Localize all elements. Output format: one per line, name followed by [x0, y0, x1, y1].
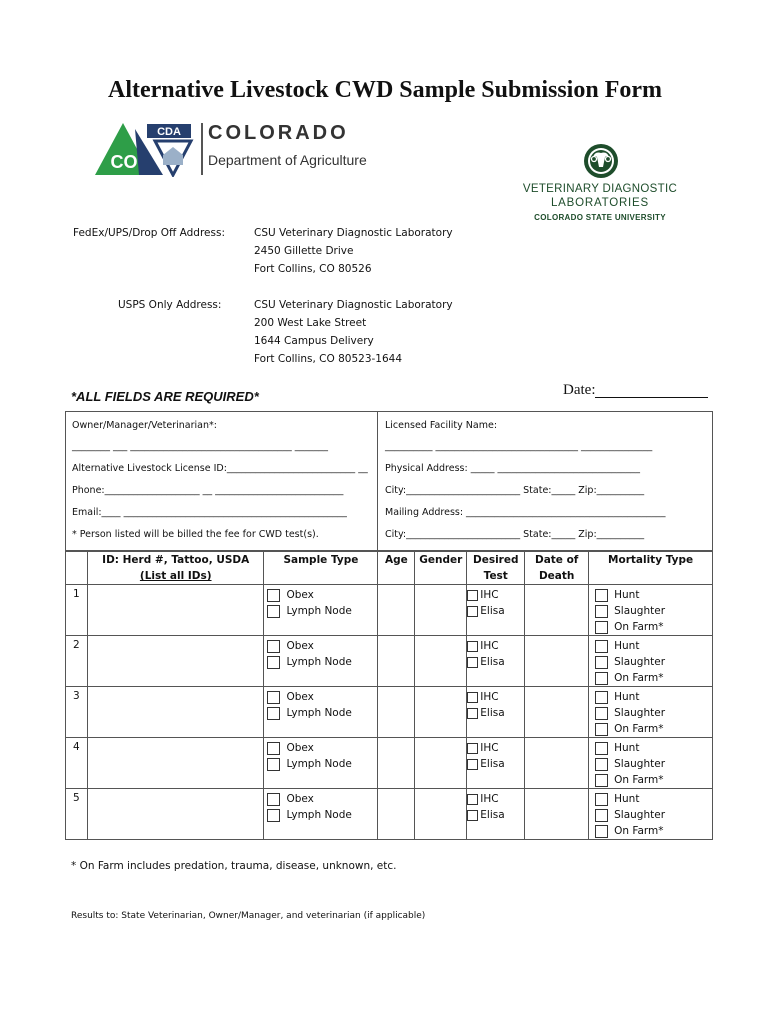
sample-type-label: Lymph Node — [286, 656, 352, 668]
date-of-death-cell[interactable] — [525, 789, 589, 840]
sample-type-checkbox[interactable] — [267, 605, 280, 618]
desired-test-label: IHC — [480, 640, 499, 652]
sample-type-checkbox[interactable] — [267, 691, 280, 704]
mortality-type-label: On Farm* — [614, 672, 664, 684]
date-of-death-cell[interactable] — [525, 687, 589, 738]
csu-lab-name-line1: VETERINARY DIAGNOSTIC — [522, 183, 678, 195]
date-field[interactable] — [595, 397, 708, 398]
fedex-address-line: CSU Veterinary Diagnostic Laboratory — [254, 227, 453, 239]
facility-name-field[interactable]: __________ ______________________________ _______________ — [385, 441, 653, 452]
row-number: 4 — [66, 738, 88, 789]
desired-test-label: Elisa — [480, 758, 505, 770]
desired-test-label: IHC — [480, 589, 499, 601]
sample-type-label: Obex — [286, 742, 314, 754]
mortality-type-cell — [589, 687, 713, 738]
csu-ram-seal-icon — [583, 143, 619, 179]
id-cell[interactable] — [87, 585, 264, 636]
mortality-type-label: On Farm* — [614, 621, 664, 633]
mortality-type-label: Hunt — [614, 589, 640, 601]
desired-test-cell — [467, 636, 525, 687]
csu-lab-name-line2: LABORATORIES — [550, 197, 649, 209]
desired-test-label: Elisa — [480, 809, 505, 821]
mortality-type-label: Hunt — [614, 793, 640, 805]
mortality-type-label: Hunt — [614, 640, 640, 652]
desired-test-label: Elisa — [480, 605, 505, 617]
age-cell[interactable] — [378, 738, 415, 789]
sample-type-label: Obex — [286, 793, 314, 805]
desired-test-checkbox[interactable] — [467, 759, 478, 770]
fedex-address-line: 2450 Gillette Drive — [254, 245, 354, 257]
header-id-line1: ID: Herd #, Tattoo, USDA — [102, 554, 250, 566]
mortality-type-cell — [589, 789, 713, 840]
header-row-number — [66, 551, 88, 585]
phone-field[interactable]: Phone:____________________ __ ___________________________ — [72, 485, 344, 496]
facility-name-label: Licensed Facility Name: — [385, 420, 498, 431]
desired-test-checkbox[interactable] — [467, 657, 478, 668]
desired-test-label: Elisa — [480, 656, 505, 668]
header-mortality-type: Mortality Type — [589, 551, 713, 585]
billing-note: * Person listed will be billed the fee for CWD test(s). — [72, 529, 319, 540]
sample-type-checkbox[interactable] — [267, 656, 280, 669]
mortality-type-label: Slaughter — [614, 707, 666, 719]
header-id — [87, 551, 264, 585]
row-number: 5 — [66, 789, 88, 840]
sample-type-label: Lymph Node — [286, 809, 352, 821]
header-date-of-death-line2: Death — [538, 570, 575, 582]
id-cell[interactable] — [87, 636, 264, 687]
header-sample-type: Sample Type — [264, 551, 378, 585]
table-row — [66, 636, 713, 687]
sample-type-label: Obex — [286, 589, 314, 601]
table-row — [66, 585, 713, 636]
row-number: 2 — [66, 636, 88, 687]
header-desired-test-line1: Desired — [473, 554, 519, 566]
mortality-type-label: Hunt — [614, 742, 640, 754]
date-of-death-cell[interactable] — [525, 585, 589, 636]
gender-cell[interactable] — [415, 789, 467, 840]
on-farm-footnote: * On Farm includes predation, trauma, disease, unknown, etc. — [71, 860, 397, 872]
physical-city-state-zip-field[interactable]: City:________________________ State:_____ Zip:__________ — [385, 485, 645, 496]
gender-cell[interactable] — [415, 585, 467, 636]
desired-test-cell — [467, 738, 525, 789]
date-of-death-cell[interactable] — [525, 636, 589, 687]
header-age: Age — [378, 551, 415, 585]
sample-type-cell — [264, 687, 378, 738]
header-desired-test — [467, 551, 525, 585]
gender-cell[interactable] — [415, 738, 467, 789]
mortality-type-label: Slaughter — [614, 809, 666, 821]
mortality-type-checkbox[interactable] — [595, 691, 608, 704]
mortality-type-cell — [589, 585, 713, 636]
fedex-address-label: FedEx/UPS/Drop Off Address: — [73, 227, 225, 239]
sample-type-checkbox[interactable] — [267, 742, 280, 755]
desired-test-label: Elisa — [480, 707, 505, 719]
header-date-of-death — [525, 551, 589, 585]
table-row — [66, 687, 713, 738]
mortality-type-label: Hunt — [614, 691, 640, 703]
form-title: Alternative Livestock CWD Sample Submission Form — [108, 77, 662, 103]
mortality-type-label: Slaughter — [614, 758, 666, 770]
mortality-type-label: Slaughter — [614, 656, 666, 668]
cda-badge-text: CDA — [157, 126, 181, 138]
mortality-type-checkbox[interactable] — [595, 723, 608, 736]
sample-type-checkbox[interactable] — [267, 758, 280, 771]
sample-type-label: Lymph Node — [286, 758, 352, 770]
mortality-type-checkbox[interactable] — [595, 672, 608, 685]
mortality-type-checkbox[interactable] — [595, 640, 608, 653]
usps-address-line: 1644 Campus Delivery — [254, 335, 374, 347]
cda-colorado-wordmark: COLORADO — [208, 122, 349, 144]
mortality-type-cell — [589, 636, 713, 687]
mortality-type-checkbox[interactable] — [595, 758, 608, 771]
mortality-type-label: On Farm* — [614, 825, 664, 837]
mortality-type-label: On Farm* — [614, 723, 664, 735]
sample-type-label: Obex — [286, 640, 314, 652]
desired-test-cell — [467, 585, 525, 636]
sample-type-checkbox[interactable] — [267, 793, 280, 806]
fedex-address-line: Fort Collins, CO 80526 — [254, 263, 372, 275]
desired-test-checkbox[interactable] — [467, 692, 478, 703]
gender-cell[interactable] — [415, 687, 467, 738]
row-number: 3 — [66, 687, 88, 738]
mortality-type-checkbox[interactable] — [595, 774, 608, 787]
mailing-address-field[interactable]: Mailing Address: __________________________________________ — [385, 507, 666, 518]
age-cell[interactable] — [378, 687, 415, 738]
date-of-death-cell[interactable] — [525, 738, 589, 789]
desired-test-label: IHC — [480, 691, 499, 703]
mortality-type-checkbox[interactable] — [595, 656, 608, 669]
owner-field[interactable]: ________ ___ __________________________________ _______ — [72, 441, 329, 452]
mortality-type-checkbox[interactable] — [595, 825, 608, 838]
all-fields-required-note: *ALL FIELDS ARE REQUIRED* — [71, 389, 259, 404]
sample-type-cell — [264, 636, 378, 687]
id-cell[interactable] — [87, 789, 264, 840]
desired-test-label: IHC — [480, 742, 499, 754]
mortality-type-cell — [589, 738, 713, 789]
cda-department-name: Department of Agriculture — [208, 152, 367, 168]
table-row — [66, 789, 713, 840]
usps-address-line: Fort Collins, CO 80523-1644 — [254, 353, 403, 365]
desired-test-label: IHC — [480, 793, 499, 805]
age-cell[interactable] — [378, 636, 415, 687]
mortality-type-label: Slaughter — [614, 605, 666, 617]
header-gender: Gender — [415, 551, 467, 585]
gender-cell[interactable] — [415, 636, 467, 687]
sample-type-checkbox[interactable] — [267, 707, 280, 720]
usps-address-label: USPS Only Address: — [118, 299, 222, 311]
desired-test-checkbox[interactable] — [467, 743, 478, 754]
info-box-divider — [377, 411, 378, 552]
sample-type-cell — [264, 585, 378, 636]
cda-co-text: CO — [110, 152, 138, 172]
email-field[interactable]: Email:____ _______________________________________________ — [72, 507, 347, 518]
mortality-type-checkbox[interactable] — [595, 605, 608, 618]
age-cell[interactable] — [378, 789, 415, 840]
owner-label: Owner/Manager/Veterinarian*: — [72, 420, 217, 431]
csu-university-name: COLORADO STATE UNIVERSITY — [534, 213, 666, 222]
results-recipients-note: Results to: State Veterinarian, Owner/Manager, and veterinarian (if applicable) — [71, 911, 426, 921]
header-id-line2: (List all IDs) — [139, 570, 212, 582]
desired-test-checkbox[interactable] — [467, 606, 478, 617]
mortality-type-checkbox[interactable] — [595, 589, 608, 602]
sample-type-checkbox[interactable] — [267, 589, 280, 602]
row-number: 1 — [66, 585, 88, 636]
id-cell[interactable] — [87, 738, 264, 789]
mortality-type-label: On Farm* — [614, 774, 664, 786]
sample-type-label: Lymph Node — [286, 707, 352, 719]
mortality-type-checkbox[interactable] — [595, 742, 608, 755]
mortality-type-checkbox[interactable] — [595, 621, 608, 634]
sample-table — [65, 550, 713, 840]
sample-type-label: Lymph Node — [286, 605, 352, 617]
sample-type-checkbox[interactable] — [267, 809, 280, 822]
license-id-field[interactable]: Alternative Livestock License ID:___________________________ __ — [72, 463, 368, 474]
sample-type-cell — [264, 738, 378, 789]
physical-address-field[interactable]: Physical Address: _____ ______________________________ — [385, 463, 640, 474]
table-row — [66, 738, 713, 789]
desired-test-checkbox[interactable] — [467, 590, 478, 601]
id-cell[interactable] — [87, 687, 264, 738]
desired-test-checkbox[interactable] — [467, 708, 478, 719]
usps-address-line: 200 West Lake Street — [254, 317, 367, 329]
desired-test-checkbox[interactable] — [467, 641, 478, 652]
mailing-city-state-zip-field[interactable]: City:________________________ State:_____ Zip:__________ — [385, 529, 645, 540]
mortality-type-checkbox[interactable] — [595, 809, 608, 822]
sample-type-checkbox[interactable] — [267, 640, 280, 653]
mortality-type-checkbox[interactable] — [595, 707, 608, 720]
date-label: Date: — [563, 382, 596, 398]
usps-address-line: CSU Veterinary Diagnostic Laboratory — [254, 299, 453, 311]
desired-test-cell — [467, 789, 525, 840]
mortality-type-checkbox[interactable] — [595, 793, 608, 806]
sample-type-cell — [264, 789, 378, 840]
desired-test-checkbox[interactable] — [467, 794, 478, 805]
table-header-row — [66, 551, 713, 585]
header-desired-test-line2: Test — [483, 570, 508, 582]
desired-test-cell — [467, 687, 525, 738]
header-date-of-death-line1: Date of — [534, 554, 579, 566]
age-cell[interactable] — [378, 585, 415, 636]
sample-type-label: Obex — [286, 691, 314, 703]
desired-test-checkbox[interactable] — [467, 810, 478, 821]
